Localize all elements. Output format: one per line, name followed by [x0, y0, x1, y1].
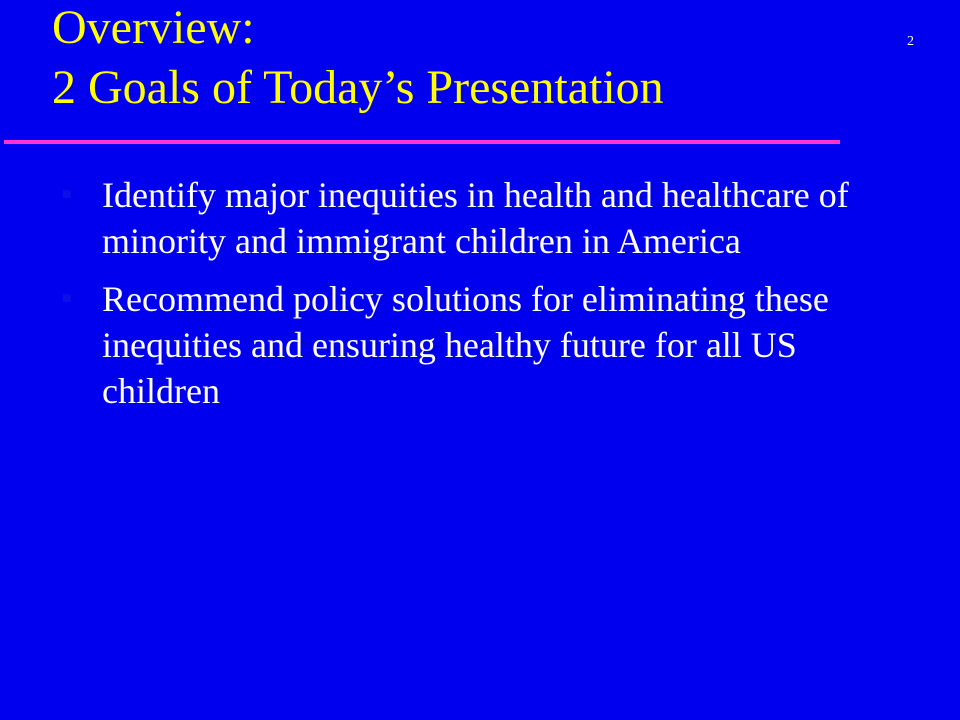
- slide-title-line-2: 2 Goals of Today’s Presentation: [52, 61, 664, 114]
- square-bullet-icon: ■: [62, 186, 72, 203]
- slide-title: [52, 0, 664, 118]
- bullet-item: [62, 276, 922, 414]
- bullet-text: Identify major inequities in health and healthcare of minority and immigrant children in America: [102, 175, 849, 261]
- slide-title-line-1: Overview:: [52, 1, 255, 54]
- bullet-text: Recommend policy solutions for eliminating these inequities and ensuring healthy future for all US children: [102, 279, 829, 411]
- bullet-item: [62, 172, 922, 264]
- slide-number: 2: [907, 34, 914, 49]
- bullet-list: [62, 172, 922, 426]
- square-bullet-icon: ■: [62, 290, 72, 307]
- title-underline: [4, 140, 840, 144]
